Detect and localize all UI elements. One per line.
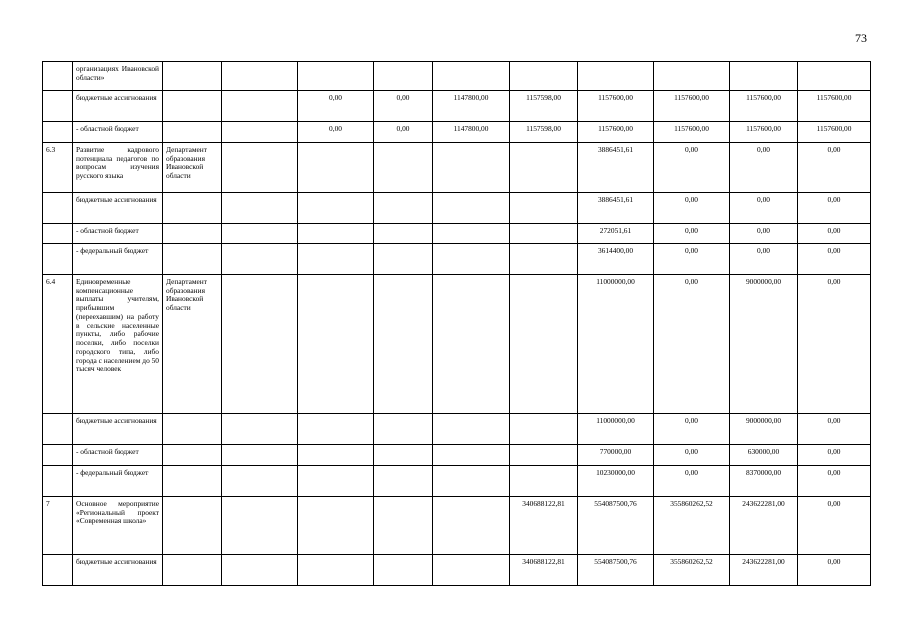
amount-cell (298, 143, 374, 193)
executor-cell (163, 62, 222, 91)
amount-cell: 1157600,00 (798, 122, 871, 143)
amount-cell: 0,00 (654, 244, 730, 275)
amount-cell: 11000000,00 (578, 275, 654, 414)
amount-cell: 1157600,00 (654, 122, 730, 143)
amount-cell: 0,00 (730, 143, 798, 193)
amount-cell (298, 414, 374, 445)
amount-cell: 340688122,81 (510, 497, 578, 555)
executor-cell (163, 244, 222, 275)
amount-cell: 3886451,61 (578, 193, 654, 224)
amount-cell: 770000,00 (578, 445, 654, 466)
amount-cell (374, 62, 433, 91)
amount-cell (298, 224, 374, 244)
table-row (43, 91, 871, 122)
amount-cell: 0,00 (374, 122, 433, 143)
amount-cell (374, 466, 433, 497)
table-body (43, 62, 871, 586)
amount-cell (510, 445, 578, 466)
table-row (43, 143, 871, 193)
amount-cell (374, 193, 433, 224)
amount-cell (730, 62, 798, 91)
amount-cell: 0,00 (798, 244, 871, 275)
row-number-cell (43, 193, 73, 224)
description-cell: - федеральный бюджет (73, 466, 163, 497)
amount-cell: 355860262,52 (654, 555, 730, 586)
amount-cell (374, 224, 433, 244)
amount-cell (433, 62, 510, 91)
amount-cell (298, 555, 374, 586)
amount-cell (222, 497, 298, 555)
row-number-cell (43, 244, 73, 275)
amount-cell: 1157600,00 (798, 91, 871, 122)
executor-cell (163, 414, 222, 445)
amount-cell (374, 143, 433, 193)
row-number-cell (43, 122, 73, 143)
amount-cell (433, 224, 510, 244)
amount-cell: 1157600,00 (654, 91, 730, 122)
executor-cell (163, 224, 222, 244)
amount-cell: 1157600,00 (730, 122, 798, 143)
description-cell: бюджетные ассигнования (73, 414, 163, 445)
row-number-cell: 6.4 (43, 275, 73, 414)
budget-table (42, 61, 871, 586)
amount-cell (222, 555, 298, 586)
amount-cell (298, 193, 374, 224)
table-row (43, 193, 871, 224)
amount-cell (374, 244, 433, 275)
amount-cell (222, 122, 298, 143)
amount-cell (510, 193, 578, 224)
amount-cell (298, 244, 374, 275)
table-row (43, 414, 871, 445)
amount-cell: 340688122,81 (510, 555, 578, 586)
description-cell: - областной бюджет (73, 122, 163, 143)
amount-cell: 0,00 (798, 445, 871, 466)
amount-cell: 0,00 (730, 224, 798, 244)
amount-cell: 243622281,00 (730, 497, 798, 555)
amount-cell (222, 193, 298, 224)
amount-cell: 1147800,00 (433, 91, 510, 122)
table-row (43, 244, 871, 275)
amount-cell: 1157598,00 (510, 91, 578, 122)
amount-cell: 3886451,61 (578, 143, 654, 193)
executor-cell: Департамент образования Ивановской области (163, 143, 222, 193)
amount-cell: 0,00 (798, 193, 871, 224)
row-number-cell (43, 91, 73, 122)
amount-cell (222, 143, 298, 193)
table-row (43, 445, 871, 466)
amount-cell (374, 414, 433, 445)
table-row (43, 466, 871, 497)
table-row (43, 62, 871, 91)
amount-cell: 0,00 (654, 193, 730, 224)
amount-cell (298, 466, 374, 497)
amount-cell: 0,00 (798, 143, 871, 193)
amount-cell: 355860262,52 (654, 497, 730, 555)
amount-cell (510, 62, 578, 91)
amount-cell: 0,00 (654, 466, 730, 497)
amount-cell: 0,00 (298, 122, 374, 143)
description-cell: бюджетные ассигнования (73, 555, 163, 586)
amount-cell: 0,00 (798, 275, 871, 414)
amount-cell (298, 445, 374, 466)
amount-cell: 0,00 (654, 275, 730, 414)
amount-cell (433, 244, 510, 275)
amount-cell (374, 445, 433, 466)
amount-cell (578, 62, 654, 91)
amount-cell (298, 275, 374, 414)
executor-cell (163, 193, 222, 224)
amount-cell (433, 143, 510, 193)
description-cell: организациях Ивановской области» (73, 62, 163, 91)
row-number-cell (43, 445, 73, 466)
table-row (43, 275, 871, 414)
page-number: 73 (855, 31, 867, 45)
amount-cell (433, 275, 510, 414)
row-number-cell (43, 224, 73, 244)
amount-cell (433, 445, 510, 466)
amount-cell: 1157600,00 (578, 91, 654, 122)
table-row (43, 555, 871, 586)
amount-cell (510, 466, 578, 497)
amount-cell: 272051,61 (578, 224, 654, 244)
amount-cell: 0,00 (298, 91, 374, 122)
amount-cell: 3614400,00 (578, 244, 654, 275)
amount-cell (222, 466, 298, 497)
amount-cell: 0,00 (798, 466, 871, 497)
amount-cell (222, 414, 298, 445)
amount-cell: 554087500,76 (578, 497, 654, 555)
description-cell: бюджетные ассигнования (73, 91, 163, 122)
amount-cell (433, 555, 510, 586)
amount-cell: 8370000,00 (730, 466, 798, 497)
executor-cell: Департамент образования Ивановской области (163, 275, 222, 414)
executor-cell (163, 497, 222, 555)
amount-cell: 1157600,00 (730, 91, 798, 122)
amount-cell: 1157600,00 (578, 122, 654, 143)
amount-cell (510, 244, 578, 275)
amount-cell (433, 466, 510, 497)
amount-cell (798, 62, 871, 91)
amount-cell: 0,00 (798, 224, 871, 244)
row-number-cell (43, 62, 73, 91)
amount-cell (433, 414, 510, 445)
amount-cell: 1147800,00 (433, 122, 510, 143)
amount-cell: 0,00 (798, 414, 871, 445)
amount-cell (222, 244, 298, 275)
description-cell: - областной бюджет (73, 445, 163, 466)
amount-cell (433, 497, 510, 555)
amount-cell: 10230000,00 (578, 466, 654, 497)
amount-cell (510, 224, 578, 244)
table-row (43, 224, 871, 244)
row-number-cell: 6.3 (43, 143, 73, 193)
table-row (43, 122, 871, 143)
amount-cell (654, 62, 730, 91)
amount-cell (222, 62, 298, 91)
amount-cell (222, 445, 298, 466)
amount-cell: 1157598,00 (510, 122, 578, 143)
amount-cell: 0,00 (374, 91, 433, 122)
row-number-cell (43, 414, 73, 445)
description-cell: - областной бюджет (73, 224, 163, 244)
executor-cell (163, 555, 222, 586)
amount-cell (374, 497, 433, 555)
amount-cell (510, 143, 578, 193)
amount-cell: 0,00 (654, 143, 730, 193)
description-cell: Развитие кадрового потенциала педагогов по вопросам изучения русского языка (73, 143, 163, 193)
executor-cell (163, 445, 222, 466)
amount-cell: 554087500,76 (578, 555, 654, 586)
description-cell: - федеральный бюджет (73, 244, 163, 275)
amount-cell (510, 275, 578, 414)
amount-cell: 0,00 (654, 445, 730, 466)
amount-cell (298, 497, 374, 555)
amount-cell: 0,00 (798, 555, 871, 586)
row-number-cell (43, 555, 73, 586)
table-row (43, 497, 871, 555)
amount-cell: 0,00 (654, 414, 730, 445)
amount-cell: 630000,00 (730, 445, 798, 466)
amount-cell: 0,00 (730, 193, 798, 224)
amount-cell: 0,00 (730, 244, 798, 275)
executor-cell (163, 122, 222, 143)
amount-cell (433, 193, 510, 224)
description-cell: Основное мероприятие «Региональный проект «Современная школа» (73, 497, 163, 555)
amount-cell: 9000000,00 (730, 414, 798, 445)
row-number-cell (43, 466, 73, 497)
executor-cell (163, 466, 222, 497)
amount-cell: 11000000,00 (578, 414, 654, 445)
amount-cell: 243622281,00 (730, 555, 798, 586)
executor-cell (163, 91, 222, 122)
description-cell: бюджетные ассигнования (73, 193, 163, 224)
amount-cell (222, 224, 298, 244)
amount-cell: 0,00 (798, 497, 871, 555)
amount-cell: 0,00 (654, 224, 730, 244)
amount-cell (510, 414, 578, 445)
amount-cell (374, 555, 433, 586)
amount-cell (222, 91, 298, 122)
amount-cell (374, 275, 433, 414)
amount-cell (222, 275, 298, 414)
row-number-cell: 7 (43, 497, 73, 555)
description-cell: Единовременные компенсационные выплаты учителям, прибывшим (переехавшим) на работу в сельские населенные пункты, либо рабочие поселки, либо поселки городского типа, либо города с населением до 50 тысяч человек (73, 275, 163, 414)
amount-cell: 9000000,00 (730, 275, 798, 414)
amount-cell (298, 62, 374, 91)
